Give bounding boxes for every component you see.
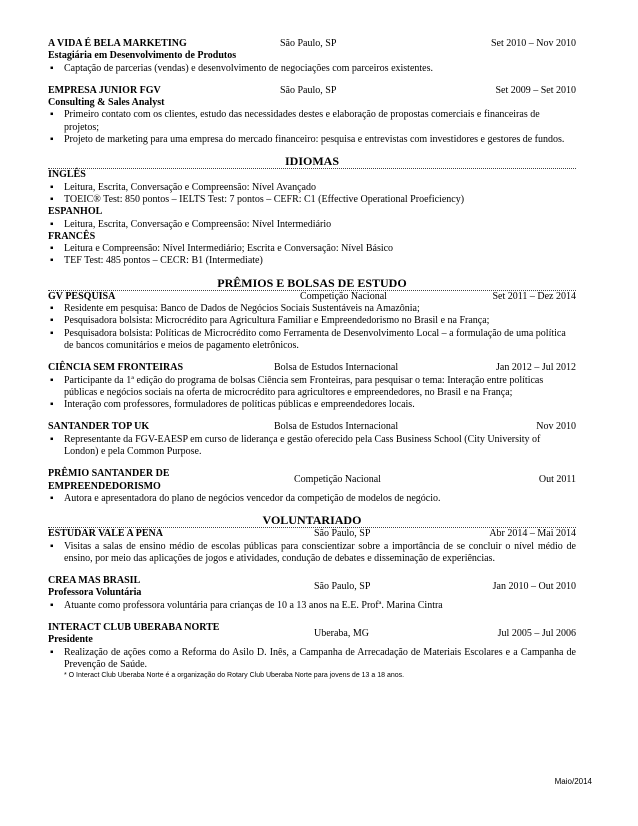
volunteer-org-block	[48, 575, 141, 600]
footer-date: Maio/2014	[554, 777, 592, 786]
award-dates: Out 2011	[538, 474, 576, 486]
award-header	[48, 291, 576, 303]
volunteer-header	[48, 622, 576, 647]
volunteer-dates: Jan 2010 – Out 2010	[492, 581, 576, 593]
award-org: CIÊNCIA SEM FRONTEIRAS	[48, 362, 184, 374]
exp-dates: Set 2010 – Nov 2010	[491, 38, 576, 49]
award-dates: Jan 2012 – Jul 2012	[496, 362, 576, 374]
award-dates: Set 2011 – Dez 2014	[492, 290, 576, 302]
bullet-item: ▪ Realização de ações como a Reforma do Asilo D. Inês, a Campanha de Arrecadação de Materiais Escolares e a Campanha de Prevenção de Saúde.	[48, 647, 576, 672]
award-type: Competição Nacional	[300, 290, 387, 302]
award-bullets	[48, 493, 576, 505]
exp-bullets	[48, 109, 576, 146]
volunteer-location: São Paulo, SP	[314, 528, 371, 540]
bullet-item: ▪ Pesquisadora bolsista: Microcrédito para Agricultura Familiar e Empreendedorismo no Brasil e na França;	[48, 315, 576, 327]
language-name: INGLÊS	[48, 169, 86, 181]
exp-role: Consulting & Sales Analyst	[48, 97, 165, 109]
volunteer-dates: Abr 2014 – Mai 2014	[489, 528, 576, 540]
volunteer-role: Presidente	[48, 634, 93, 646]
language-bullets	[48, 219, 576, 231]
bullet-item: ▪ Representante da FGV-EAESP em curso de liderança e gestão oferecido pela Cass Business School (City University of London) e pela Common Purpose.	[48, 434, 576, 459]
section-title-voluntariado: VOLUNTARIADO	[48, 513, 576, 528]
award-org-line: PRÊMIO SANTANDER DE	[48, 468, 170, 480]
bullet-item: ▪ Primeiro contato com os clientes, estudo das necessidades destes e elaboração de propostas comerciais e financeiras de projetos;	[48, 109, 576, 134]
section-title-idiomas: IDIOMAS	[48, 154, 576, 169]
award-header	[48, 362, 576, 374]
volunteer-org: CREA MAS BRASIL	[48, 575, 141, 587]
award-bullets	[48, 303, 576, 352]
bullet-item: ▪ Atuante como professora voluntária para crianças de 10 a 13 anos na E.E. Profª. Marina Cintra	[48, 600, 576, 612]
bullet-item: ▪ Captação de parcerias (vendas) e desenvolvimento de negociações com parceiros existentes.	[48, 63, 576, 75]
bullet-item: ▪ Projeto de marketing para uma empresa do mercado financeiro: pesquisa e entrevistas com investidores e gestores de fundos.	[48, 134, 576, 146]
exp-dates: Set 2009 – Set 2010	[495, 84, 576, 96]
exp-org: EMPRESA JUNIOR FGV	[48, 84, 161, 96]
language-name: FRANCÊS	[48, 230, 96, 242]
award-dates: Nov 2010	[536, 421, 576, 433]
volunteer-header	[48, 575, 576, 600]
award-org: SANTANDER TOP UK	[48, 421, 150, 433]
award-org: GV PESQUISA	[48, 290, 116, 302]
exp-header	[48, 38, 576, 50]
exp-org: A VIDA É BELA MARKETING	[48, 38, 187, 49]
award-header	[48, 421, 576, 433]
language-name: ESPANHOL	[48, 206, 103, 218]
volunteer-org: INTERACT CLUB UBERABA NORTE	[48, 621, 220, 633]
exp-bullets	[48, 63, 576, 75]
volunteer-dates: Jul 2005 – Jul 2006	[497, 627, 576, 639]
award-bullets	[48, 434, 576, 459]
volunteer-bullets	[48, 541, 576, 566]
volunteer-org-block	[48, 622, 219, 647]
volunteer-location: Uberaba, MG	[314, 627, 369, 639]
bullet-item: ▪ Interação com professores, formuladores de políticas públicas e empreendedores locais.	[48, 399, 576, 411]
bullet-item: ▪ Pesquisadora bolsista: Políticas de Microcrédito como Ferramenta de Desenvolvimento Local – a formulação de uma política de bancos comunitários e meios de pagamento eletrônicos.	[48, 328, 576, 353]
bullet-item: ▪ TEF Test: 485 pontos – CECR: B1 (Intermediate)	[48, 255, 576, 267]
volunteer-bullets	[48, 600, 576, 612]
bullet-item: ▪ Leitura, Escrita, Conversação e Compreensão: Nível Intermediário	[48, 219, 576, 231]
bullet-item: ▪ Participante da 1ª edição do programa de bolsas Ciência sem Fronteiras, para pesquisar o tema: Interação entre políticas públicas e negócios sociais na oferta de microcrédito para agricultores e empreendedores, no Brasil e na França;	[48, 375, 576, 400]
exp-role: Estagiária em Desenvolvimento de Produtos	[48, 50, 237, 62]
bullet-item: ▪ TOEIC® Test: 850 pontos – IELTS Test: 7 pontos – CEFR: C1 (Effective Operational Proeficiency)	[48, 194, 576, 206]
bullet-item: ▪ Leitura, Escrita, Conversação e Compreensão: Nível Avançado	[48, 182, 576, 194]
bullet-item: ▪ Leitura e Compreensão: Nível Intermediário; Escrita e Conversação: Nível Básico	[48, 243, 576, 255]
award-type: Bolsa de Estudos Internacional	[274, 421, 399, 433]
language-bullets	[48, 182, 576, 207]
award-type: Bolsa de Estudos Internacional	[274, 362, 399, 374]
section-title-premios: PRÊMIOS E BOLSAS DE ESTUDO	[48, 276, 576, 291]
volunteer-bullets	[48, 647, 576, 672]
award-org-line: EMPREENDEDORISMO	[48, 480, 161, 492]
exp-location: São Paulo, SP	[280, 38, 337, 49]
volunteer-role: Professora Voluntária	[48, 587, 142, 599]
award-org	[48, 468, 170, 493]
volunteer-header	[48, 528, 576, 540]
award-bullets	[48, 375, 576, 412]
bullet-item: ▪ Autora e apresentadora do plano de negócios vencedor da competição de modelos de negócio.	[48, 493, 576, 505]
bullet-item: ▪ Residente em pesquisa: Banco de Dados de Negócios Sociais Sustentáveis na Amazônia;	[48, 303, 576, 315]
volunteer-location: São Paulo, SP	[314, 581, 371, 593]
footnote: * O Interact Club Uberaba Norte é a organização do Rotary Club Uberaba Norte para jovens de 13 a 18 anos.	[64, 672, 405, 680]
resume-page	[48, 38, 576, 680]
bullet-item: ▪ Visitas a salas de ensino médio de escolas públicas para conscientizar sobre a importância de se concluir o nível médio de ensino, por meio das aplicações de jogos e atividades, condução de debates e disseminação de experiências.	[48, 541, 576, 566]
exp-location: São Paulo, SP	[280, 84, 337, 96]
award-type: Competição Nacional	[294, 474, 381, 486]
language-bullets	[48, 243, 576, 268]
volunteer-org: ESTUDAR VALE A PENA	[48, 528, 163, 540]
award-header	[48, 468, 576, 493]
exp-header	[48, 85, 576, 97]
